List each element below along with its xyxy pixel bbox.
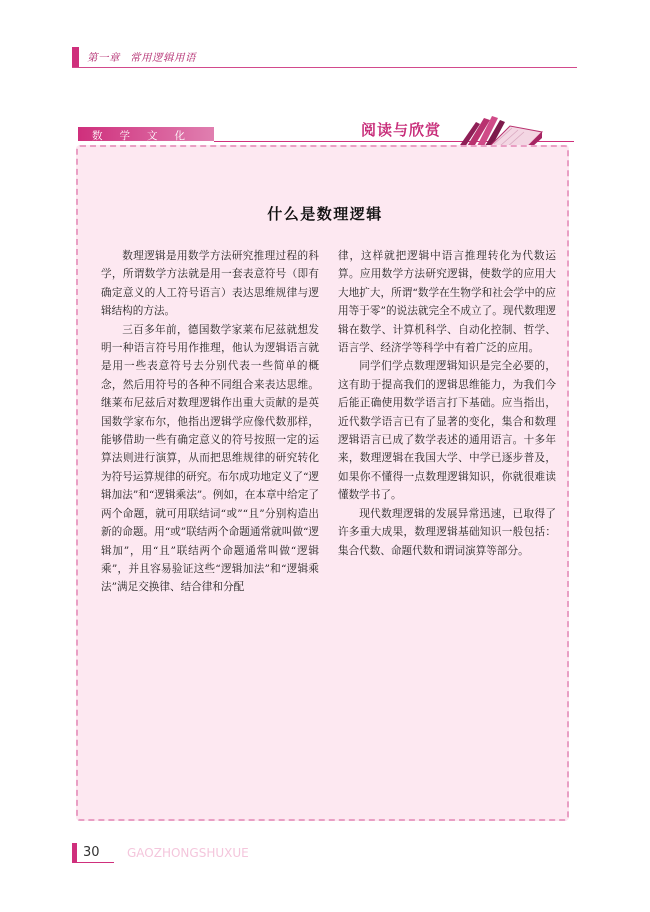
page-number: 30 (72, 843, 114, 863)
article-title: 什么是数理逻辑 (267, 205, 383, 223)
feature-title: 阅读与欣赏 (361, 121, 442, 139)
paragraph: 现代数理逻辑的发展异常迅速，已取得了许多重大成果，数理逻辑基础知识一般包括：集合代数、命题代数和谓词演算等部分。 (338, 507, 556, 557)
chapter-number: 第一章 (87, 52, 120, 64)
chapter-title: 常用逻辑用语 (130, 52, 196, 64)
section-label: 数学文化 (92, 130, 202, 142)
paragraph: 三百多年前，德国数学家莱布尼兹就想发明一种语言符号用作推理，他认为逻辑语言就是用一些表意符号去分别代表一些简单的概念，然后用符号的各种不同组合来表达思维。继莱布尼兹后对数理逻辑作出重大贡献的是英国数学家布尔，他指出逻辑学应像代数那样，能够借助一些有确定意义的符号按照一定的运算法则进行演算，从而把思维规律的研究转化为符号运算规律的研究。布尔成功地定义了“逻辑加法”和“逻辑乘法”。例如，在本章中给定了两个命题，就可用联结词“或”“且”分别构造出新的命题。用“或”联结两个命题通常就叫做“逻辑加”，用“且”联结两个命题通常叫做“逻辑乘”，并且容易验证这些“逻辑加法”和“逻辑乘法”满足交换律、结合律和分配 (101, 323, 319, 594)
paragraph: 数理逻辑是用数学方法研究推理过程的科学，所谓数学方法就是用一套表意符号（即有确定意义的人工符号语言）表达思维规律与逻辑结构的方法。 (101, 250, 319, 318)
paragraph: 同学们学点数理逻辑知识是完全必要的，这有助于提高我们的逻辑思维能力，为我们今后能正确使用数学语言打下基础。应当指出，近代数学语言已有了显著的变化，集合和数理逻辑语言已成了数学表述的通用语言。十多年来，数理逻辑在我国大学、中学已逐步普及，如果你不懂得一点数理逻辑知识，你就很难读懂数学书了。 (338, 360, 556, 502)
article-column-left (101, 247, 319, 597)
footer-wordmark: GAOZHONGSHUXUE (127, 846, 249, 860)
article-column-right (338, 247, 556, 560)
running-header (87, 50, 206, 65)
paragraph-continued: 律，这样就把逻辑中语言推理转化为代数运算。应用数学方法研究逻辑，使数学的应用大大地扩大，所谓“数学在生物学和社会学中的应用等于零”的说法就完全不成立了。现代数理逻辑在数学、计算机科学、自动化控制、哲学、语言学、经济学等科学中有着广泛的应用。 (338, 250, 556, 355)
